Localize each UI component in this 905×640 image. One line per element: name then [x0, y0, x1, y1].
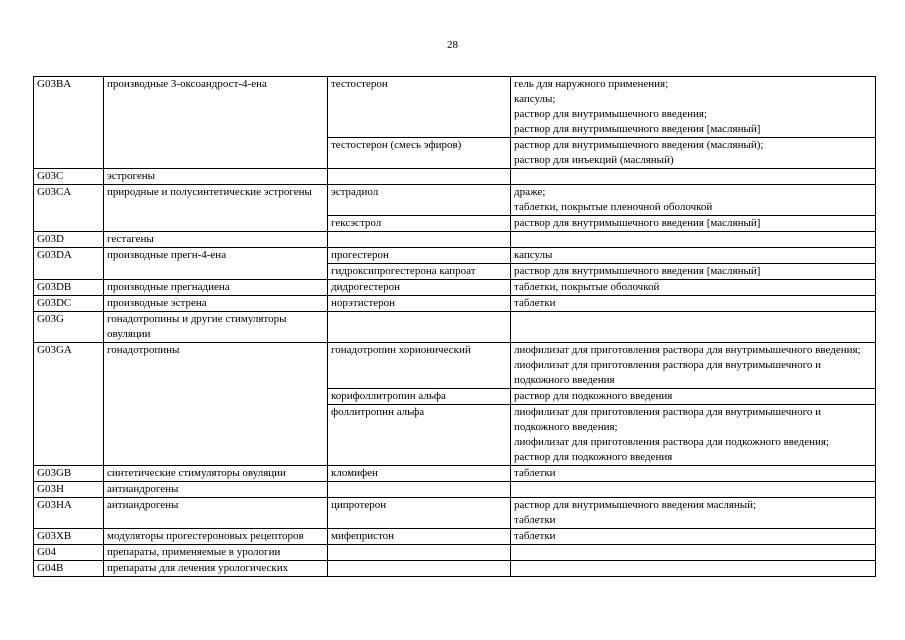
- dosage-form-line: раствор для внутримышечного введения (масляный);: [514, 139, 764, 151]
- dosage-forms-cell: [511, 264, 876, 280]
- dosage-form-line: таблетки, покрытые оболочкой: [514, 281, 660, 293]
- dosage-forms-cell: [511, 216, 876, 232]
- table-row: [34, 185, 876, 216]
- atc-code-cell: G03G: [34, 312, 104, 343]
- substance-cell: [328, 545, 511, 561]
- dosage-form-line: капсулы: [514, 249, 553, 261]
- substance-cell: прогестерон: [328, 248, 511, 264]
- atc-code-cell: G03C: [34, 169, 104, 185]
- dosage-form-line: раствор для инъекций (масляный): [514, 154, 674, 166]
- dosage-form-line: лиофилизат для приготовления раствора для подкожного введения;: [514, 436, 829, 448]
- substance-cell: мифепристон: [328, 529, 511, 545]
- atc-code-cell: G03GB: [34, 466, 104, 482]
- table-row: [34, 296, 876, 312]
- table-row: [34, 561, 876, 577]
- atc-code-cell: G04B: [34, 561, 104, 577]
- table-row: [34, 545, 876, 561]
- dosage-forms-cell: [511, 545, 876, 561]
- substance-cell: эстрадиол: [328, 185, 511, 216]
- atc-code-cell: G03HA: [34, 498, 104, 529]
- atc-code-cell: G03XB: [34, 529, 104, 545]
- page-number: 28: [447, 39, 458, 51]
- dosage-form-line: таблетки: [514, 514, 556, 526]
- atc-code-cell: G03D: [34, 232, 104, 248]
- atc-code-cell: G04: [34, 545, 104, 561]
- table-row: [34, 529, 876, 545]
- atc-code-cell: G03CA: [34, 185, 104, 232]
- dosage-forms-cell: [511, 482, 876, 498]
- substance-cell: ципротерон: [328, 498, 511, 529]
- drug-table: [33, 76, 876, 577]
- atc-code-cell: G03BA: [34, 77, 104, 169]
- dosage-form-line: раствор для внутримышечного введения [масляный]: [514, 123, 761, 135]
- atc-code-cell: G03DC: [34, 296, 104, 312]
- table-row: [34, 77, 876, 138]
- dosage-forms-cell: [511, 232, 876, 248]
- group-name-cell: эстрогены: [104, 169, 328, 185]
- table-row: [34, 280, 876, 296]
- atc-code-cell: G03DB: [34, 280, 104, 296]
- substance-cell: [328, 232, 511, 248]
- dosage-form-line: раствор для внутримышечного введения;: [514, 108, 708, 120]
- dosage-forms-cell: [511, 169, 876, 185]
- dosage-forms-cell: [511, 296, 876, 312]
- table-row: [34, 169, 876, 185]
- table-row: [34, 498, 876, 529]
- group-name-cell: гестагены: [104, 232, 328, 248]
- dosage-form-line: раствор для подкожного введения: [514, 451, 673, 463]
- dosage-form-line: раствор для внутримышечного введения масляный;: [514, 499, 757, 511]
- group-name-cell: синтетические стимуляторы овуляции: [104, 466, 328, 482]
- table-row: [34, 248, 876, 264]
- substance-cell: гонадотропин хорионический: [328, 343, 511, 389]
- dosage-form-line: раствор для подкожного введения: [514, 390, 673, 402]
- substance-cell: гексэстрол: [328, 216, 511, 232]
- substance-cell: кломифен: [328, 466, 511, 482]
- dosage-forms-cell: [511, 248, 876, 264]
- dosage-forms-cell: [511, 343, 876, 389]
- substance-cell: дидрогестерон: [328, 280, 511, 296]
- table-row: [34, 232, 876, 248]
- atc-code-cell: G03GA: [34, 343, 104, 466]
- table-body: [34, 77, 876, 577]
- table-row: [34, 466, 876, 482]
- substance-cell: [328, 169, 511, 185]
- group-name-cell: антиандрогены: [104, 482, 328, 498]
- atc-code-cell: G03H: [34, 482, 104, 498]
- dosage-form-line: раствор для внутримышечного введения [масляный]: [514, 217, 761, 229]
- group-name-cell: препараты, применяемые в урологии: [104, 545, 328, 561]
- substance-cell: [328, 312, 511, 343]
- substance-cell: тестостерон: [328, 77, 511, 138]
- table-row: [34, 312, 876, 343]
- substance-cell: тестостерон (смесь эфиров): [328, 138, 511, 169]
- substance-cell: [328, 561, 511, 577]
- atc-code-cell: G03DA: [34, 248, 104, 280]
- dosage-form-line: драже;: [514, 186, 546, 198]
- dosage-forms-cell: [511, 77, 876, 138]
- group-name-cell: производные прегнадиена: [104, 280, 328, 296]
- dosage-form-line: капсулы;: [514, 93, 556, 105]
- dosage-form-line: лиофилизат для приготовления раствора для внутримышечного и подкожного введения: [514, 359, 822, 386]
- group-name-cell: производные 3-оксоандрост-4-ена: [104, 77, 328, 169]
- dosage-forms-cell: [511, 185, 876, 216]
- table-row: [34, 343, 876, 389]
- dosage-form-line: таблетки: [514, 297, 556, 309]
- substance-cell: гидроксипрогестерона капроат: [328, 264, 511, 280]
- dosage-form-line: таблетки: [514, 530, 556, 542]
- group-name-cell: препараты для лечения урологических: [104, 561, 328, 577]
- dosage-forms-cell: [511, 280, 876, 296]
- dosage-form-line: лиофилизат для приготовления раствора для внутримышечного введения;: [514, 344, 861, 356]
- group-name-cell: производные эстрена: [104, 296, 328, 312]
- dosage-forms-cell: [511, 389, 876, 405]
- dosage-forms-cell: [511, 498, 876, 529]
- dosage-form-line: лиофилизат для приготовления раствора для внутримышечного и подкожного введения;: [514, 406, 822, 433]
- substance-cell: [328, 482, 511, 498]
- group-name-cell: гонадотропины и другие стимуляторы овуляции: [104, 312, 328, 343]
- substance-cell: корифоллитропин альфа: [328, 389, 511, 405]
- table-row: [34, 482, 876, 498]
- dosage-form-line: таблетки: [514, 467, 556, 479]
- group-name-cell: природные и полусинтетические эстрогены: [104, 185, 328, 232]
- dosage-forms-cell: [511, 138, 876, 169]
- group-name-cell: антиандрогены: [104, 498, 328, 529]
- dosage-forms-cell: [511, 405, 876, 466]
- dosage-form-line: таблетки, покрытые пленочной оболочкой: [514, 201, 713, 213]
- dosage-forms-cell: [511, 312, 876, 343]
- group-name-cell: гонадотропины: [104, 343, 328, 466]
- dosage-forms-cell: [511, 466, 876, 482]
- group-name-cell: производные прегн-4-ена: [104, 248, 328, 280]
- substance-cell: фоллитропин альфа: [328, 405, 511, 466]
- dosage-form-line: раствор для внутримышечного введения [масляный]: [514, 265, 761, 277]
- dosage-form-line: гель для наружного применения;: [514, 78, 669, 90]
- dosage-forms-cell: [511, 561, 876, 577]
- substance-cell: норэтистерон: [328, 296, 511, 312]
- group-name-cell: модуляторы прогестероновых рецепторов: [104, 529, 328, 545]
- dosage-forms-cell: [511, 529, 876, 545]
